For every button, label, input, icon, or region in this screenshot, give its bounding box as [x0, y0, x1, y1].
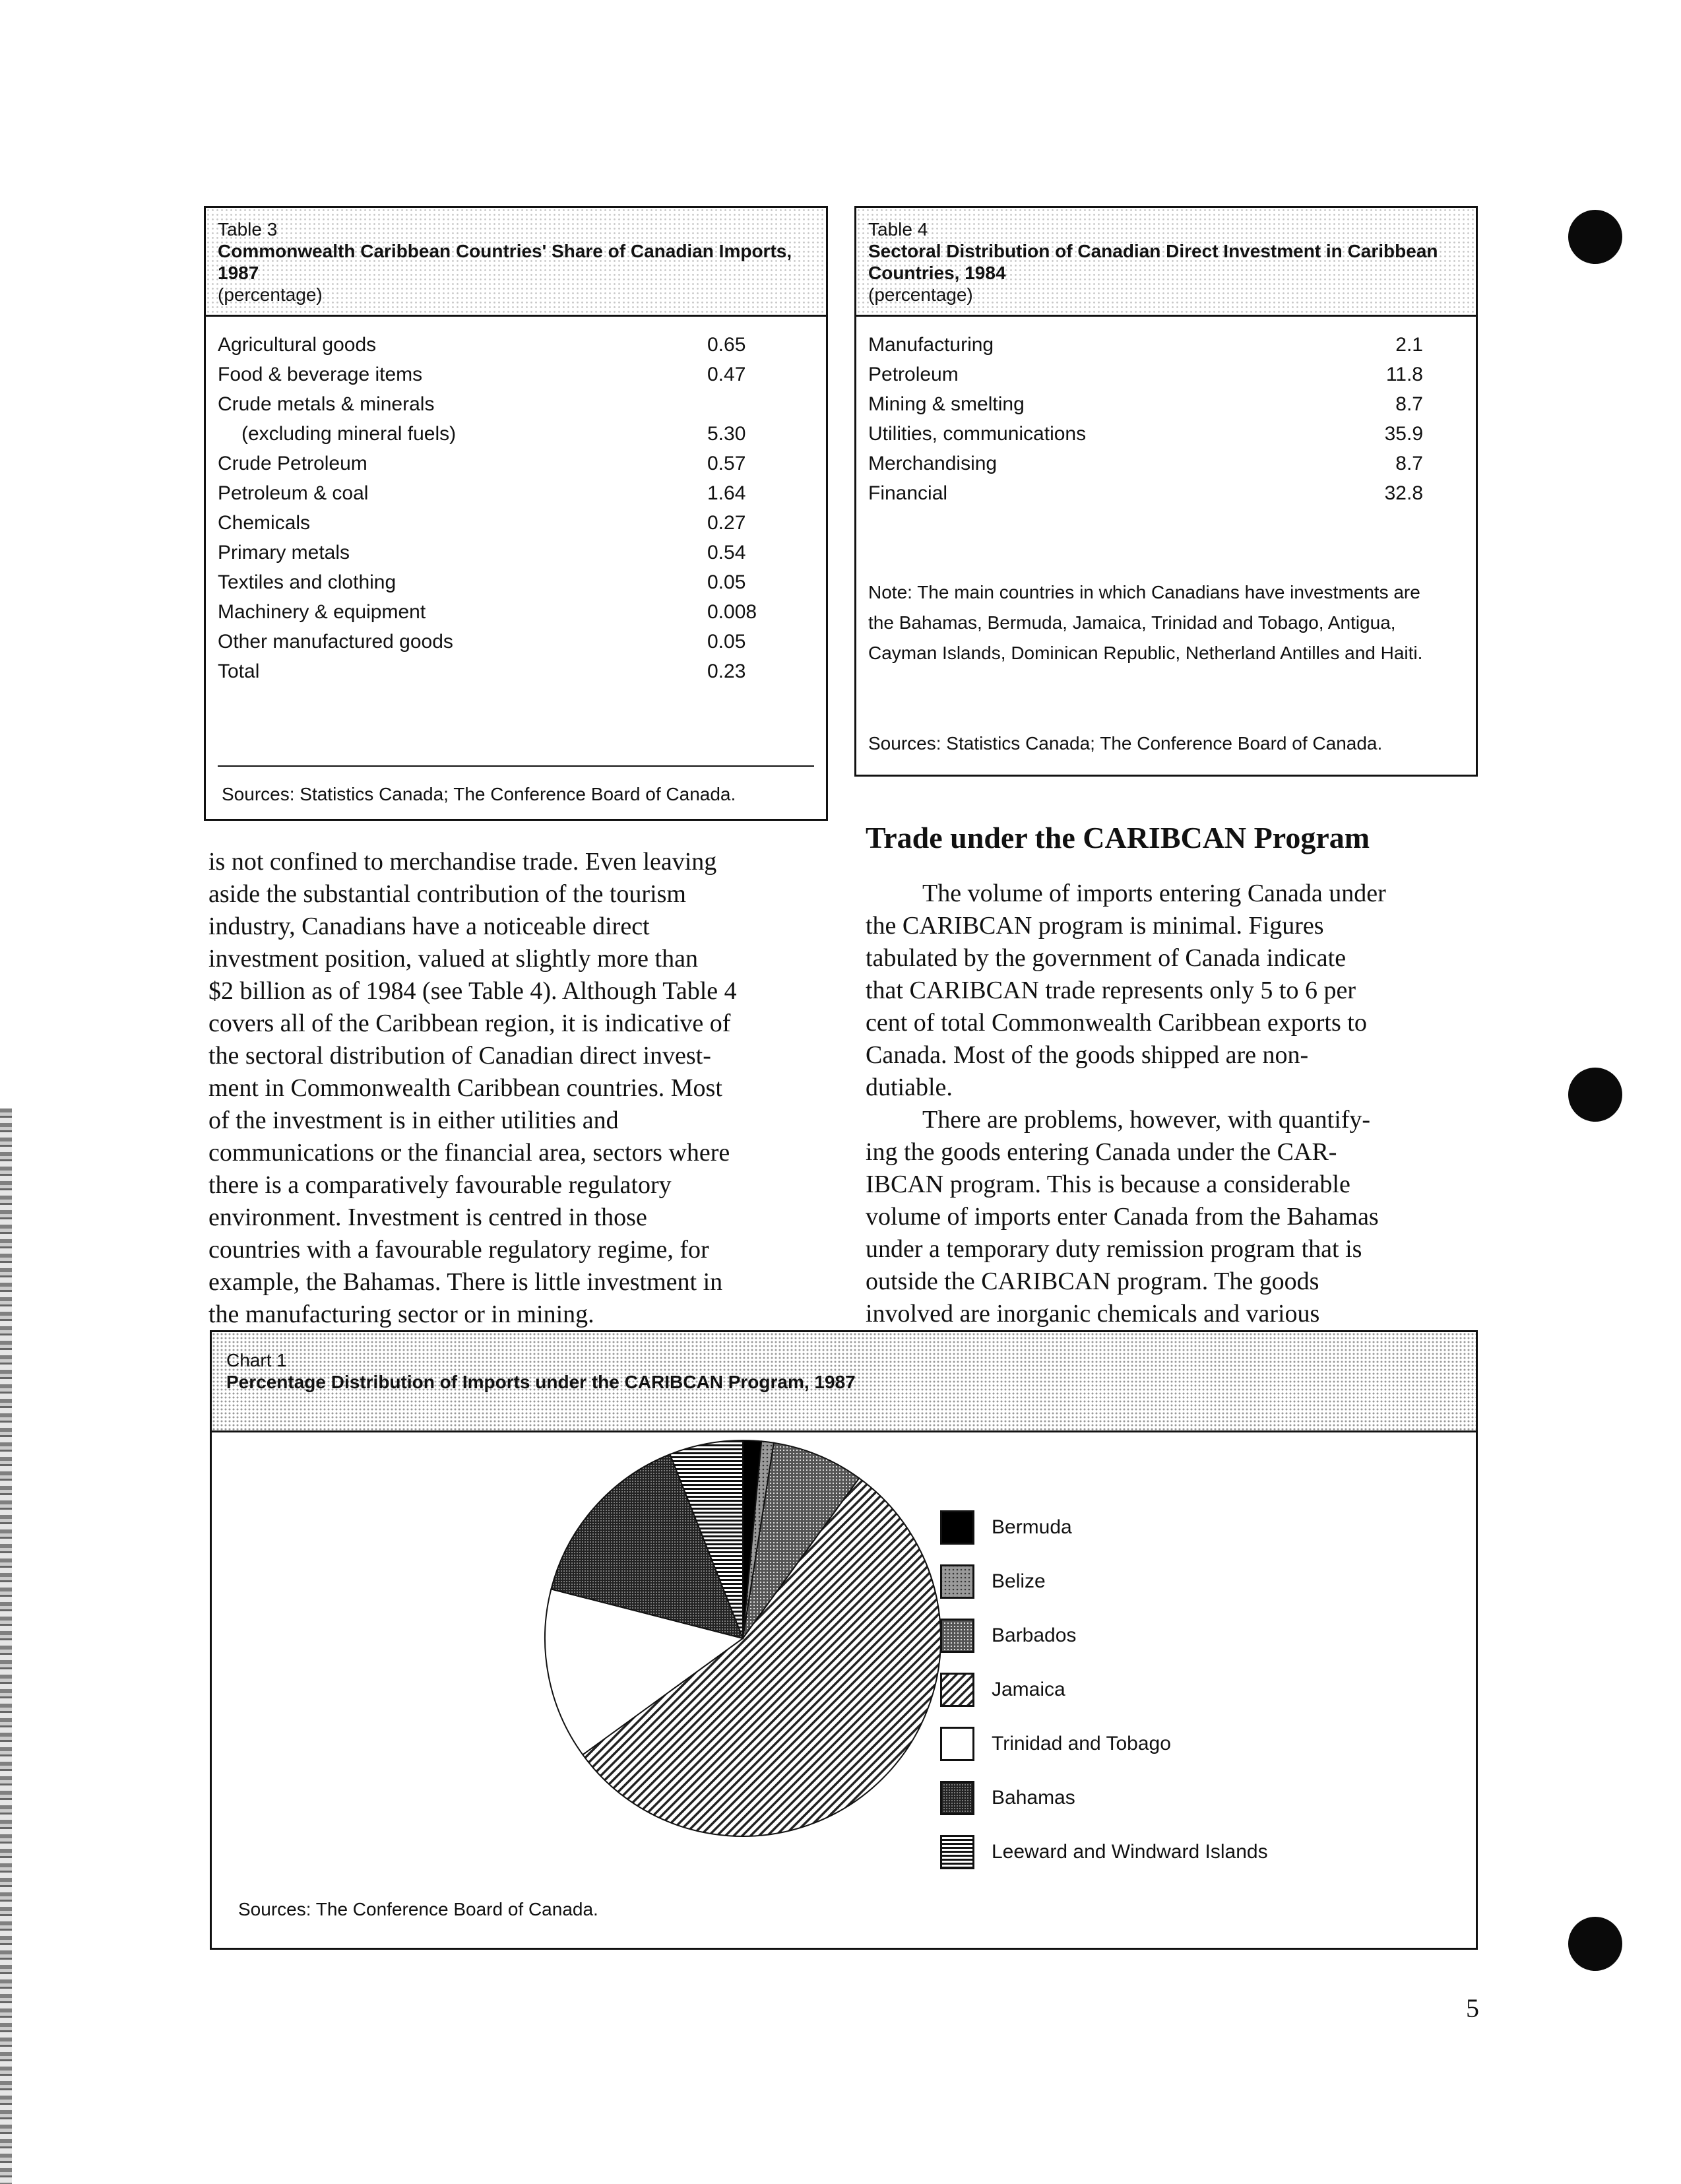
- table-3-row-value: 0.23: [707, 660, 746, 682]
- table-3-row-value: 0.27: [707, 512, 746, 534]
- chart-1-header: [212, 1332, 1476, 1432]
- legend-label: Belize: [992, 1570, 1046, 1592]
- table-3-row-label: Primary metals: [218, 542, 350, 563]
- table-3-row-value: 0.008: [707, 601, 757, 623]
- table-3-title: Commonwealth Caribbean Countries' Share of Canadian Imports, 1987: [218, 241, 792, 283]
- table-3-row-value: 0.65: [707, 334, 746, 356]
- legend-item: [940, 1673, 1065, 1707]
- table-4-row-label: Petroleum: [868, 364, 959, 385]
- table-4: [854, 206, 1478, 777]
- table-3-row-value: 1.64: [707, 482, 746, 504]
- table-3-row: [218, 330, 786, 360]
- table-3-rows: [206, 317, 826, 686]
- table-3-divider: [218, 765, 814, 767]
- table-3-sources: Sources: Statistics Canada; The Conference Board of Canada.: [222, 784, 736, 804]
- text-line: $2 billion as of 1984 (see Table 4). Although Table 4: [208, 977, 737, 1005]
- table-3-row-label: Chemicals: [218, 512, 311, 534]
- table-3-row-label: Total: [218, 660, 260, 682]
- table-4-row-label: Financial: [868, 482, 948, 504]
- table-3-row: [218, 360, 786, 389]
- table-4-row-value: 32.8: [1384, 482, 1423, 504]
- table-4-row-value: 2.1: [1395, 334, 1423, 356]
- right-column-text: [866, 878, 1492, 1330]
- table-3-row-value: 5.30: [707, 423, 746, 445]
- text-line: the manufacturing sector or in mining.: [208, 1301, 594, 1328]
- table-3-row-label: (excluding mineral fuels): [241, 423, 457, 445]
- table-4-row-value: 8.7: [1395, 453, 1423, 474]
- legend-label: Jamaica: [992, 1679, 1065, 1700]
- table-3-row-value: 0.05: [707, 631, 746, 653]
- text-line: Canada. Most of the goods shipped are non-: [866, 1041, 1309, 1069]
- table-4-title: Sectoral Distribution of Canadian Direct Investment in Caribbean Countries, 1984: [868, 241, 1438, 283]
- table-4-row-value: 8.7: [1395, 393, 1423, 415]
- text-line: ment in Commonwealth Caribbean countries. Most: [208, 1074, 722, 1102]
- text-line: outside the CARIBCAN program. The goods: [866, 1268, 1319, 1295]
- legend-label: Bermuda: [992, 1516, 1072, 1538]
- table-4-row: [868, 330, 1423, 360]
- table-3-row: [218, 597, 786, 627]
- text-line: involved are inorganic chemicals and various: [866, 1300, 1320, 1328]
- text-line: under a temporary duty remission program that is: [866, 1235, 1362, 1263]
- legend-label: Bahamas: [992, 1787, 1075, 1809]
- text-line: industry, Canadians have a noticeable direct: [208, 913, 650, 940]
- table-3-row-label: Machinery & equipment: [218, 601, 426, 623]
- text-line: the CARIBCAN program is minimal. Figures: [866, 912, 1324, 940]
- table-4-row: [868, 360, 1423, 389]
- table-3-row: [218, 389, 786, 419]
- table-4-row-label: Manufacturing: [868, 334, 994, 356]
- punch-hole-top: [1568, 210, 1622, 264]
- table-4-sources: Sources: Statistics Canada; The Conference Board of Canada.: [868, 733, 1383, 754]
- legend-swatch: [940, 1619, 974, 1653]
- table-4-label: Table 4: [868, 219, 928, 240]
- legend-swatch: [940, 1510, 974, 1545]
- text-line: The volume of imports entering Canada under: [922, 880, 1386, 907]
- text-line: that CARIBCAN trade represents only 5 to 6 per: [866, 977, 1356, 1004]
- table-4-row: [868, 389, 1423, 419]
- table-4-row: [868, 419, 1423, 449]
- text-line: of the investment is in either utilities and: [208, 1107, 619, 1134]
- text-line: example, the Bahamas. There is little investment in: [208, 1268, 723, 1296]
- table-4-row-label: Merchandising: [868, 453, 998, 474]
- table-3-row: [218, 567, 786, 597]
- binding-edge: [0, 1108, 12, 2184]
- text-line: the sectoral distribution of Canadian direct invest-: [208, 1042, 711, 1070]
- text-line: investment position, valued at slightly more than: [208, 945, 698, 973]
- legend-swatch: [940, 1727, 974, 1761]
- text-line: communications or the financial area, sectors where: [208, 1139, 730, 1167]
- table-3-row: [218, 538, 786, 567]
- text-line: covers all of the Caribbean region, it is indicative of: [208, 1010, 731, 1037]
- text-line: is not confined to merchandise trade. Even leaving: [208, 848, 717, 876]
- table-3-row-label: Textiles and clothing: [218, 571, 396, 593]
- table-4-unit: (percentage): [868, 284, 973, 305]
- table-3-row-value: 0.57: [707, 453, 746, 474]
- text-line: ing the goods entering Canada under the CAR-: [866, 1138, 1337, 1166]
- table-3-row-label: Other manufactured goods: [218, 631, 453, 653]
- table-3-row-value: 0.05: [707, 571, 746, 593]
- table-3-row: [218, 657, 786, 686]
- table-3-row-label: Agricultural goods: [218, 334, 377, 356]
- text-line: IBCAN program. This is because a considerable: [866, 1171, 1350, 1198]
- table-3-row: [218, 449, 786, 478]
- table-4-rows: [856, 317, 1476, 508]
- chart-1-label: Chart 1: [226, 1350, 287, 1370]
- legend-item: [940, 1619, 1076, 1653]
- legend-swatch: [940, 1781, 974, 1815]
- text-line: countries with a favourable regulatory regime, for: [208, 1236, 709, 1264]
- text-line: cent of total Commonwealth Caribbean exports to: [866, 1009, 1367, 1037]
- page-number: 5: [1466, 1993, 1479, 2023]
- table-3-row-label: Crude metals & minerals: [218, 393, 435, 415]
- chart-1-sources: Sources: The Conference Board of Canada.: [238, 1899, 598, 1919]
- table-3-row: [218, 508, 786, 538]
- table-3-row-label: Petroleum & coal: [218, 482, 369, 504]
- legend-swatch: [940, 1564, 974, 1599]
- table-4-row: [868, 478, 1423, 508]
- punch-hole-bottom: [1568, 1917, 1622, 1971]
- text-line: environment. Investment is centred in those: [208, 1204, 647, 1231]
- legend-item: [940, 1835, 1268, 1869]
- table-3-label: Table 3: [218, 219, 278, 240]
- legend-swatch: [940, 1673, 974, 1707]
- legend-item: [940, 1564, 1046, 1599]
- table-4-row-label: Mining & smelting: [868, 393, 1025, 415]
- chart-1-title: Percentage Distribution of Imports under the CARIBCAN Program, 1987: [226, 1372, 856, 1392]
- text-line: dutiable.: [866, 1074, 953, 1101]
- text-line: There are problems, however, with quantify-: [922, 1106, 1371, 1134]
- table-3-row-value: [707, 389, 786, 419]
- table-4-row-value: 35.9: [1384, 423, 1423, 445]
- text-line: tabulated by the government of Canada indicate: [866, 944, 1347, 972]
- table-3-row-value: 0.54: [707, 542, 746, 563]
- legend-label: Barbados: [992, 1624, 1077, 1646]
- legend-item: [940, 1727, 1171, 1761]
- table-3-row-label: Food & beverage items: [218, 364, 423, 385]
- table-3-row: [218, 419, 786, 449]
- section-heading: Trade under the CARIBCAN Program: [866, 821, 1370, 854]
- table-3: [204, 206, 828, 821]
- table-3-row-value: 0.47: [707, 364, 746, 385]
- table-4-row-label: Utilities, communications: [868, 423, 1087, 445]
- table-3-header: [206, 208, 826, 317]
- text-line: aside the substantial contribution of the tourism: [208, 880, 686, 908]
- table-4-row-value: 11.8: [1385, 364, 1423, 385]
- table-4-header: [856, 208, 1476, 317]
- chart-1: [210, 1330, 1478, 1950]
- table-3-row: [218, 478, 786, 508]
- legend-swatch: [940, 1835, 974, 1869]
- pie-chart: [212, 1432, 1480, 1950]
- text-line: there is a comparatively favourable regulatory: [208, 1171, 672, 1199]
- table-4-row: [868, 449, 1423, 478]
- legend-label: Leeward and Windward Islands: [992, 1841, 1268, 1863]
- left-column-text: [208, 846, 842, 1331]
- legend-label: Trinidad and Tobago: [992, 1733, 1171, 1754]
- table-3-row: [218, 627, 786, 657]
- legend-item: [940, 1510, 1072, 1545]
- table-3-unit: (percentage): [218, 284, 323, 305]
- text-line: volume of imports enter Canada from the Bahamas: [866, 1203, 1379, 1231]
- table-3-row-label: Crude Petroleum: [218, 453, 367, 474]
- legend-item: [940, 1781, 1075, 1815]
- punch-hole-middle: [1568, 1068, 1622, 1122]
- table-4-note: Note: The main countries in which Canadians have investments are the Bahamas, Bermuda, Jamaica, Trinidad and Tobago, Antigua, Cayman Islands, Dominican Republic, Netherland Antilles and Haiti.: [868, 582, 1423, 663]
